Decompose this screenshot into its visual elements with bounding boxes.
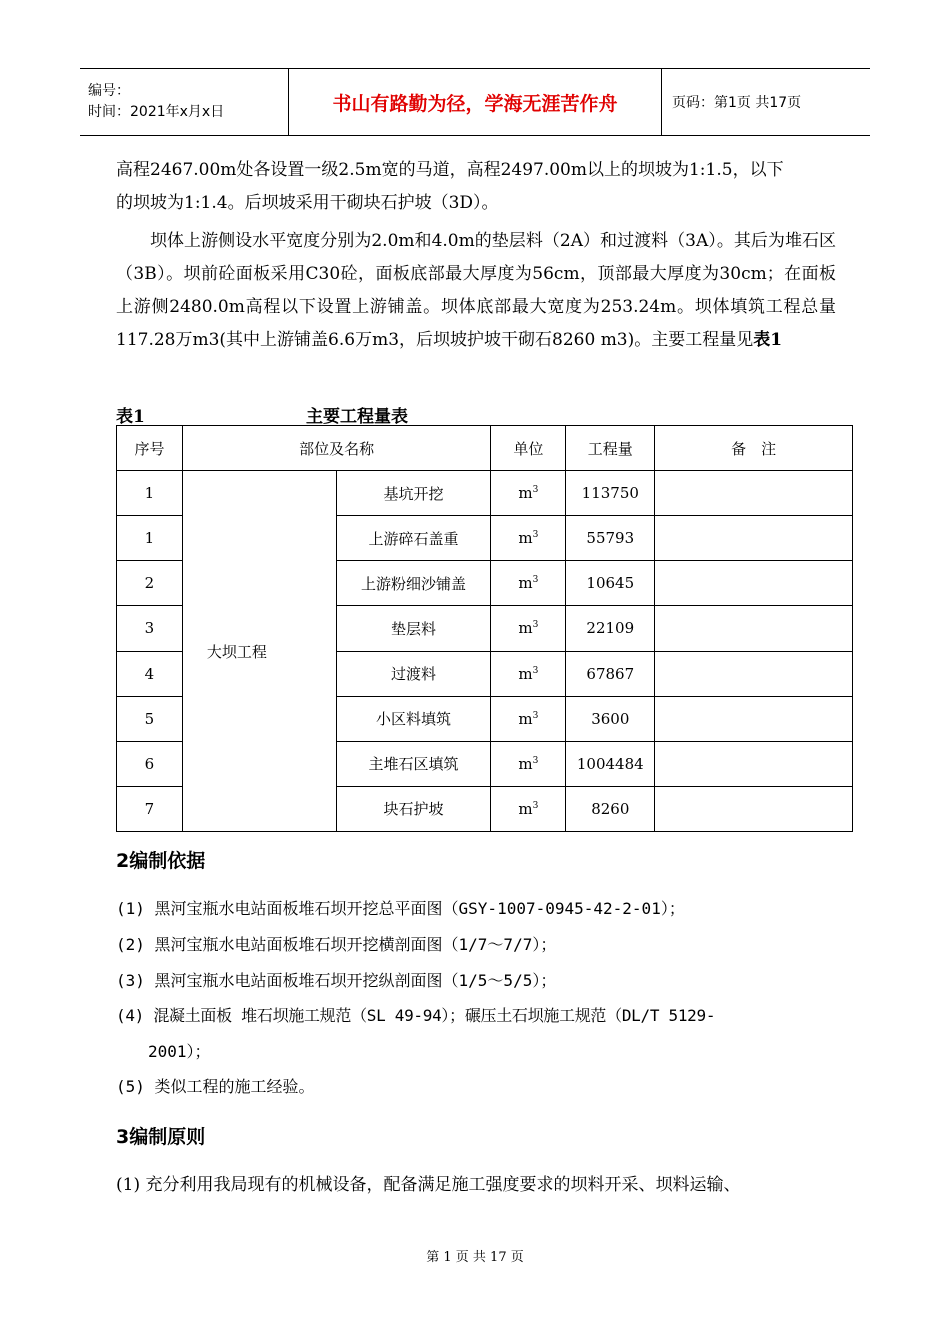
row-no: 5 [117,696,183,741]
reference-item: (2) 黑河宝瓶水电站面板堆石坝开挖横剖面图（1/7～7/7）； [116,935,557,954]
row-no: 7 [117,786,183,831]
row-note [655,561,853,606]
row-name: 过渡料 [336,651,491,696]
header-cell-no: 序号 [117,426,183,471]
quantities-table [116,425,853,832]
table-label: 表1 [116,407,145,427]
header-cell-note: 备 注 [655,426,853,471]
section-3-heading: 3编制原则 [116,1126,206,1148]
row-note [655,516,853,561]
reference-item: (1) 黑河宝瓶水电站面板堆石坝开挖总平面图（GSY-1007-0945-42-2-01）； [116,899,685,918]
principle-item: (1) 充分利用我局现有的机械设备，配备满足施工强度要求的坝料开采、坝料运输、 [116,1175,741,1195]
reference-item: (3) 黑河宝瓶水电站面板堆石坝开挖纵剖面图（1/5～5/5）； [116,971,557,990]
row-name: 块石护坡 [336,786,491,831]
row-quantity: 1004484 [566,741,655,786]
header-motto: 书山有路勤为径，学海无涯苦作舟 [289,69,662,136]
table-name: 主要工程量表 [306,407,408,427]
row-note [655,471,853,516]
row-name: 主堆石区填筑 [336,741,491,786]
row-quantity: 67867 [566,651,655,696]
row-quantity: 10645 [566,561,655,606]
row-no: 1 [117,471,183,516]
row-unit: $m^3$ [491,561,566,606]
row-no: 3 [117,606,183,651]
page-footer: 第 1 页 共 17 页 [426,1250,524,1265]
row-note [655,696,853,741]
document-time: 时间：2021年x月x日 [88,104,225,120]
header-info [80,69,289,136]
row-note [655,606,853,651]
row-note [655,741,853,786]
row-note [655,651,853,696]
header-cell-quantity: 工程量 [566,426,655,471]
table-reference: 表1 [753,330,783,350]
row-name: 基坑开挖 [336,471,491,516]
table-title [116,402,408,427]
row-quantity: 55793 [566,516,655,561]
page-header [80,68,870,136]
row-quantity: 113750 [566,471,655,516]
row-no: 4 [117,651,183,696]
row-unit: $m^3$ [491,696,566,741]
row-no: 2 [117,561,183,606]
row-quantity: 3600 [566,696,655,741]
header-page-code: 页码：第1页 共17页 [662,69,871,136]
intro-line-1: 高程2467.00m处各设置一级2.5m宽的马道，高程2497.00m以上的坝坡为1:1.5，以下 [116,160,784,180]
row-name: 上游碎石盖重 [336,516,491,561]
reference-item: (4) 混凝土面板 堆石坝施工规范（SL 49-94）；碾压土石坝施工规范（DL/T 5129- [116,1006,716,1025]
row-unit: $m^3$ [491,651,566,696]
row-unit: $m^3$ [491,606,566,651]
row-name: 垫层料 [336,606,491,651]
row-quantity: 8260 [566,786,655,831]
row-unit: $m^3$ [491,516,566,561]
row-name: 小区料填筑 [336,696,491,741]
header-cell-name: 部位及名称 [182,426,491,471]
table-row [117,471,853,516]
group-label: 大坝工程 [182,471,336,832]
header-cell-unit: 单位 [491,426,566,471]
intro-paragraph-2 [116,225,836,357]
row-no: 6 [117,741,183,786]
intro-paragraph-2-text: 坝体上游侧设水平宽度分别为2.0m和4.0m的垫层料（2A）和过渡料（3A）。其后为堆石区（3B）。坝前砼面板采用C30砼，面板底部最大厚度为56cm，顶部最大厚度为30cm；在面板上游侧2480.0m高程以下设置上游铺盖。坝体底部最大宽度为253.24m。坝体填筑工程总量117.28万m3(其中上游铺盖6.6万m3，后坝坡护坡干砌石8260 m3)。主要工程量见 [116,231,836,350]
document-number-label: 编号： [88,83,130,99]
row-unit: $m^3$ [491,786,566,831]
intro-line-2: 的坝坡为1:1.4。后坝坡采用干砌块石护坡（3D）。 [116,193,499,213]
row-quantity: 22109 [566,606,655,651]
row-note [655,786,853,831]
row-unit: $m^3$ [491,741,566,786]
reference-item-continuation: 2001）； [148,1042,211,1061]
table-header-row [117,426,853,471]
row-name: 上游粉细沙铺盖 [336,561,491,606]
row-unit: $m^3$ [491,471,566,516]
section-2-heading: 2编制依据 [116,850,206,872]
reference-item: (5) 类似工程的施工经验。 [116,1077,315,1096]
row-no: 1 [117,516,183,561]
